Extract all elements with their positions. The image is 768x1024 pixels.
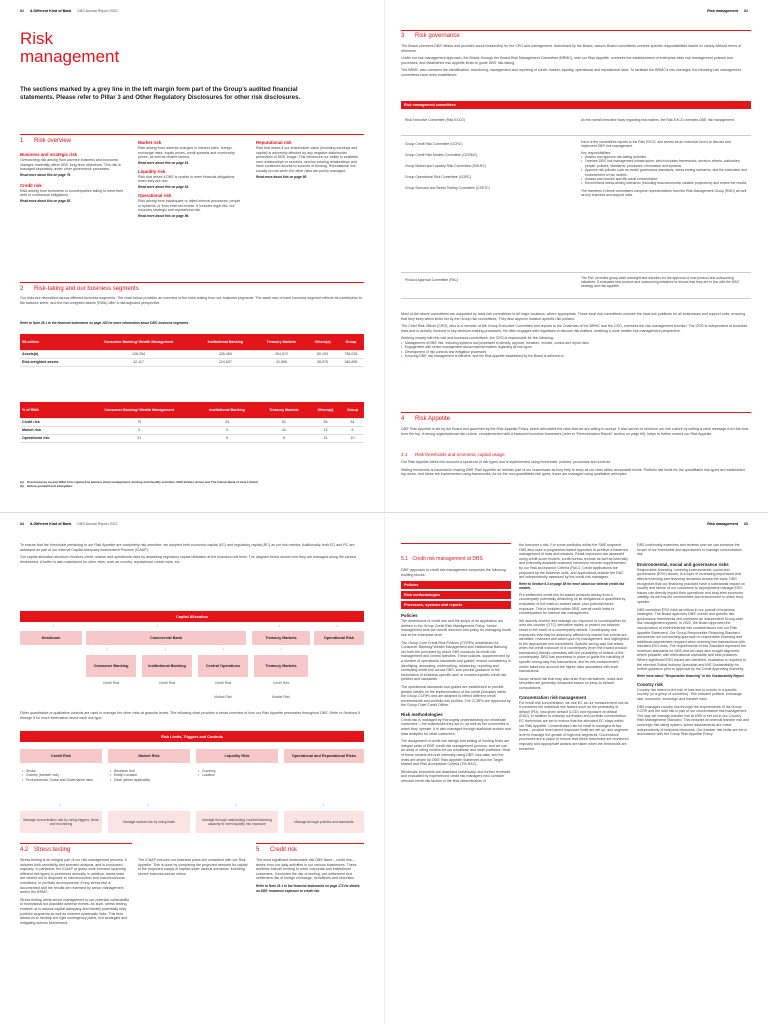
list-item: • Environmental, Social and Governance risks	[22, 778, 102, 782]
list-item: • Location	[198, 773, 278, 777]
table-cell: 21	[82, 434, 196, 442]
paragraph: Stress testing alerts senior management to our potential vulnerability to exceptional but plausible adverse events. As such, stress testing enables us to assess capital adequacy and identify potentially risky portfolio segments as well as inherent systematic risks. This then allows us to develop the right contingency plans, exit strategies and mitigating actions beforehand.	[20, 897, 130, 925]
risk-control-box: Manage through policies and standards	[284, 811, 364, 833]
pac-description: The PAC provides group-wide oversight and direction for the approval of new product and outsourcing initiatives. It evaluates new product and outsourcing initiatives to ensure that they are in line with the DBS’ strategy and risk appetite.	[581, 276, 740, 288]
table-cell: Credit risk	[20, 418, 82, 426]
table-cell: Operational risk	[20, 434, 82, 442]
table-header: Others(a)	[307, 334, 338, 350]
section-title: Credit risk	[270, 847, 298, 853]
table-cell: 738,026	[338, 350, 364, 358]
reputational-risk-body: Risk that arises if our shareholder value (including earnings and capital) is adversely affected by any negative stakeholder perception of DBS’ image. This influences our ability to establish new relationships or services, service existing relationships and have continued access to sources of funding. Reputational risk usually occurs when the other risks are poorly managed.	[256, 146, 359, 173]
list-item: • Recommend stress-testing scenarios (including macroeconomic variable projections) and review the results	[581, 181, 747, 185]
risk-limits-intro: Other quantitative or qualitative controls are used to manage the other risks at granular levels. The following chart provides a broad overview of how our Risk Appetite permeates throughout DBS. Refer to Sections 5 through 9 for more information about each risk type.	[20, 711, 361, 720]
section-number: 3	[401, 33, 405, 39]
page-reference: Refer to Section 6.3 on page 88 for more about our internal credit risk models.	[519, 581, 625, 590]
section-divider	[20, 282, 364, 283]
page-84	[0, 513, 384, 1024]
policies-title: Policies	[401, 613, 418, 619]
paragraph: The operational standards and guides are established to provide greater details on the implementation of the credit principles within the Group CCRPs and are adapted to reflect different credit environments and portfolio risk profiles. The CCRPs are approved by the Group Chief Credit Officer.	[401, 684, 511, 708]
paragraph: The dimensions of credit risk and the scope of its application are defined in the Group Credit Risk Management Policy. Senior management sets the overall direction and policy for managing credit risk at the enterprise level.	[401, 619, 511, 637]
page-title	[20, 30, 119, 66]
section-divider	[20, 843, 132, 844]
arrow-down-icon: ↓	[222, 646, 224, 651]
risk-column-title: Credit Risk	[20, 749, 102, 763]
list-item: • Assess and approve risk-taking activities	[581, 155, 747, 159]
list-item: • Approve risk policies such as model governance standards, stress testing scenarios, and the evaluation and endorsement of risk models	[581, 168, 747, 177]
committee-item: Group Market and Liquidity Risk Committee (GMLRC)	[405, 164, 487, 168]
list-item: • Country (transfer risk)	[22, 773, 102, 777]
arrow-down-icon: ↓	[59, 802, 61, 807]
paragraph: Working closely with the risk and business committees, the CRO is responsible for the following:	[401, 336, 554, 341]
section-4-heading	[401, 416, 450, 422]
row-divider	[401, 272, 751, 273]
section-label: Risk management	[707, 9, 738, 13]
table-cell: 52	[258, 418, 310, 426]
risk-control-box: Manage market risk by using limits	[108, 811, 190, 833]
committee-item: Group Credit Risk Models Committee (GCRMC)	[405, 153, 478, 157]
risk-overview-col-1	[20, 152, 126, 203]
operational-risk-body: Risk arising from inadequate or failed internal processes, people or systems, or from external events. It includes legal risk, but excludes strategic and reputational risk.	[138, 198, 241, 213]
footnote-marker: (a)	[20, 480, 24, 484]
paragraph: Our Risk Appetite takes into account a spectrum of risk types and is implemented using thresholds, policies, processes and controls.	[401, 460, 612, 464]
table-row	[20, 418, 364, 426]
risk-control-box: Manage concentration risk by using triggers, limits and monitoring	[20, 811, 102, 833]
credit-risk-dimensions	[22, 769, 102, 782]
paragraph: DBS’ approach to credit risk management comprises the following building blocks:	[401, 568, 506, 577]
liquidity-risk-body: Risk that arises if DBS is unable to meet financial obligations when they are due.	[138, 174, 235, 184]
paragraph: Stress testing is an integral part of our risk management process. It includes both sensitivity and scenario analysis, and is conducted regularly. In particular, the ICAAP (a group-wide exercise spanning different risk types) is performed annually. In addition, stress tests are carried out in response to microeconomic and macroeconomic conditions, or portfolio developments. Every stress test is documented and the results are reviewed by senior management and/or the BRMC.	[20, 858, 127, 895]
section-4-1-heading	[401, 452, 505, 457]
table-cell: 10	[341, 434, 364, 442]
paragraph: The Group Core Credit Risk Policies (CCRPs) established for Consumer Banking/ Wealth Management and Institutional Banking set forth the principles by which DBS conducts its credit risk management and control activities. These policies, supplemented by a number of operational standards and guides, ensure consistency in identifying, assessing, underwriting, measuring, reporting and controlling credit risk across DBS, and provide guidance in the formulation of business-specific and/ or location-specific credit risk policies and standards.	[401, 640, 511, 682]
table-cell: Risk-weighted assets	[20, 358, 82, 366]
risk-type-label: Market Risk	[214, 695, 232, 699]
table-header: Group	[341, 402, 364, 418]
section-number: 5.1	[401, 556, 408, 562]
arrow-down-icon: ↓	[322, 802, 324, 807]
section-divider	[20, 134, 364, 135]
unit-box: Consumer Banking	[86, 655, 136, 677]
table-cell: 0	[82, 426, 196, 434]
liquidity-risk-dimensions	[198, 769, 278, 778]
committee-responsibilities	[581, 140, 747, 197]
liquidity-risk-title: Liquidity risk	[138, 168, 166, 174]
paragraph: We actively monitor and manage our exposure to counterparties for over-the-counter (OTC) derivative trades to protect our balance sheet in the event of a counterparty default. Counterparty risk exposures that may be adversely affected by market risk events are identified, reviewed and acted upon by management, and highlighted to the appropriate risk committees. Specific wrong-way risk arises when the credit exposure of a counterparty (from the traded product transaction) directly correlates with the probability of default of the counterparty. DBS has processes in place to guide the handling of specific wrong-way risk transactions, and its risk measurement metric takes into account the higher risks associated with such transactions.	[519, 618, 629, 674]
table-footnotes	[20, 480, 364, 488]
page-83	[384, 0, 768, 512]
paragraph: DBS considers ESG risks as critical in our pursuit of business strategies. The Board approves DBS’ overall and specific risk governance frameworks and oversees an independent Group-wide risk management system. In 2022, the Board approved the incorporation of environmental risk considerations into our Risk Appetite Statement. Our Group Responsible Financing Standard documents our overarching approach to responsible financing and additional assessment required when entering into transactions with elevated ESG risks. The requirements of this Standard represent the minimum standards for DBS and we have also sought alignment, where possible, with international standards and best practices. Where significant ESG issues are identified, escalation is required to the relevant Global Industry Specialist and IBG Sustainability for further guidance prior to approval by the Credit Approving Authority.	[637, 607, 747, 672]
paragraph: The Board oversees DBS’ affairs and provides sound leadership for the CEO and management. Authorised by the Board, various Board committees oversee specific responsibilities based on clearly defined terms of reference.	[401, 44, 742, 53]
page-85	[384, 513, 768, 1024]
risk-type-label: Credit Risk	[158, 681, 176, 685]
paragraph: The ICAAP ensures our business plans are consistent with our Risk Appetite. This is done by comparing the projected demand for capital to the projected supply of capital under various scenarios, including severe macroeconomic stress.	[138, 858, 248, 876]
section-4-1-body	[401, 460, 751, 477]
section-title: Risk thresholds and economic capital usage	[415, 452, 505, 457]
market-risk-body: Risk arising from adverse changes in interest rates, foreign exchange rates, equity prices, credit spreads and commodity prices, as well as related factors.	[138, 146, 235, 160]
paragraph: DBS manages country risk through the requirements of the Group CCRP and the said risk is part of our concentration risk management. The way we manage transfer risk at DBS is set out in our Country Risk Management Standard. This includes an internal transfer risk and sovereign risk rating system, where assessments are made independently of business decisions. Our transfer risk limits are set in accordance with the Group Risk Appetite Policy.	[637, 704, 749, 737]
business-strategic-risk-title: Business and strategic risk	[20, 152, 78, 157]
pac-name: Product Approval Committee (PAC)	[405, 278, 459, 282]
page-reference: Read more about this on page 96.	[138, 213, 190, 218]
table-cell: 346,895	[338, 358, 364, 366]
arrow-down-icon: ↓	[147, 802, 149, 807]
paragraph: Responsible financing, covering environmental, social and governance (ESG) issues, is a topic of increasing importance that affects investing and financing decisions across the bank. DBS recognises that our financing practices have a substantial impact on society and failure of our customers to appropriately manage ESG issues can directly impact their operations and long-term economic viability, as well as the communities and environment in which they operate.	[637, 567, 745, 604]
assets-rwa-table	[20, 334, 364, 367]
treasury-markets-box: Treasury Markets	[252, 631, 310, 645]
risk-exco-description: As the overall executive body regarding risk matters, the Risk EXCO oversees DBS’ risk management.	[581, 118, 735, 122]
page-reference: Read more about this on page 91.	[138, 160, 190, 165]
table-cell: 13	[310, 426, 341, 434]
risk-exco-name: Risk Executive Committee (Risk EXCO)	[405, 118, 465, 122]
row-divider	[401, 135, 751, 136]
section-1-heading	[20, 138, 71, 144]
table-cell: 5	[196, 434, 257, 442]
list-item: • Ensuring DBS’ risk management is effective, and the Risk Appetite established by the Board is adhered to	[401, 354, 751, 358]
market-risk-dimensions	[110, 769, 190, 782]
committee-item: Group Credit Risk Committee (GCRC)	[405, 142, 463, 146]
list-item: • Engagement with senior management about material matters regarding all risk types	[401, 345, 751, 349]
section-5-heading	[256, 847, 297, 853]
section-title: Stress testing	[34, 847, 71, 853]
page-reference: Refer more about “Responsible financing” in the Sustainability Report.	[637, 673, 745, 678]
table-cell: 42	[258, 426, 310, 434]
section-title: Risk overview	[34, 138, 72, 144]
table-header-row	[20, 402, 364, 418]
section-divider	[401, 30, 751, 31]
page-header	[20, 519, 364, 529]
building-block: Risk methodologies	[401, 591, 511, 599]
list-item: • Currency	[198, 769, 278, 773]
arrow-down-icon: ↓	[280, 646, 282, 651]
table-cell: 84	[341, 418, 364, 426]
risk-type-label: Credit Risk	[272, 681, 290, 685]
business-strategic-risk-body: Overarching risk arising from adverse business and economic changes materially affect DBS’ long-term objectives. This risk is managed separately under other governance processes.	[20, 158, 121, 172]
page-header	[405, 519, 748, 529]
arrow-down-icon: ↓	[52, 623, 54, 628]
risk-type-label: Credit Risk	[102, 681, 120, 685]
table-cell: 126,394	[82, 350, 195, 358]
table-cell: 79	[82, 418, 196, 426]
paragraph: The BRMC also oversees the identification, monitoring, management and reporting of credit, market, liquidity, operational and reputational risks. To facilitate the BRMC’s risk oversight, the following risk management committees have been established.	[401, 68, 741, 77]
brand-tagline: A Different Kind of Bank	[30, 522, 72, 526]
paragraph: Issuer default risk that may also arise from derivatives, notes and securities are generally measured based on jump-to-default computations.	[519, 676, 623, 691]
page-number: 82	[20, 9, 24, 13]
paragraph: Most of the above committees are supported by local risk committees in all major locations, where appropriate. These local risk committees oversee the local risk positions for all businesses and support units, ensuring that they keep within limits set by the Group risk committees. They also approve location-specific risk policies.	[401, 312, 746, 321]
risk-methodologies-title: Risk methodologies	[401, 711, 443, 717]
list-item: • Desk (where applicable)	[110, 778, 190, 782]
page-reference: Read more about this on page 93.	[138, 184, 190, 189]
paragraph: To ensure that the thresholds pertaining to our Risk Appetite are completely risk-sensitive, we adopted both economic capital (EC) and regulatory capital (RC) as our risk metrics. Additionally, both EC and RC are assessed as part of our Internal Capital Adequacy Assessment Process (ICAAP).	[20, 543, 355, 552]
table-header: Institutional Banking	[196, 402, 257, 418]
table-cell: 6	[341, 426, 364, 434]
arrow-down-icon: ↓	[235, 802, 237, 807]
paragraph: Wholesale borrowers are assessed individually, and further reviewed and evaluated by experienced credit risk managers who consider relevant credit risk factors in the final determination of	[401, 769, 511, 783]
responsibilities-list	[581, 155, 747, 186]
committee-list	[405, 142, 565, 197]
paragraph: The most significant measurable risk DBS faces – credit risk – arises from our daily activities in our various businesses. These activities include lending to retail, corporate and institutional customers. It includes the risk of lending, pre-settlement and settlement risk of foreign exchange, derivatives and securities.	[256, 858, 357, 881]
brand-tagline: A Different Kind of Bank	[30, 9, 72, 13]
table-header: Group	[338, 334, 364, 350]
risk-control-box: Manage through maintaining counterbalancing capacity to meet liquidity risk exposure	[196, 811, 278, 833]
section-4-body: DBS’ Risk Appetite is set by the Board and governed by the Risk Appetite Policy, which articulates the risks that we are willing to accept. It also serves to reinforce our risk culture by setting a clear message from the tone from the top. A strong organisational risk culture, complemented with a balanced incentive framework (refer to “Remuneration Report” section on page 69), helps to further embed our Risk Appetite.	[401, 427, 749, 436]
unit-box: Institutional Banking	[142, 655, 192, 677]
section-number: 4.1	[401, 452, 408, 457]
list-item: • Oversee DBS’ risk management infrastructure, which includes frameworks, decision criteria, authorities, people, policies, standards, processes, information and systems	[581, 159, 747, 168]
table-header: Treasury Markets	[256, 334, 308, 350]
page-reference: Read more about this on page 98.	[256, 174, 308, 179]
commercial-bank-box: Commercial Bank	[86, 631, 246, 645]
table-cell: Assets(b)	[20, 350, 82, 358]
table-header: Consumer Banking/ Wealth Management	[82, 334, 195, 350]
credit-risk-body	[256, 858, 364, 893]
table-cell: 80,193	[307, 350, 338, 358]
arrow-down-icon: ↓	[106, 646, 108, 651]
arrow-down-icon: ↓	[278, 623, 280, 628]
table-header: Consumer Banking/ Wealth Management	[82, 402, 196, 418]
building-block: Policies	[401, 581, 511, 589]
list-item: • Sector	[22, 769, 102, 773]
concentration-risk-title: Concentration risk management	[519, 694, 587, 700]
risk-limits-header: Risk Limits, Triggers and Controls	[20, 731, 364, 742]
section-3-heading	[401, 33, 460, 39]
paragraph: Our capital allocation structure monitors credit, market and operational risks by assessing regulatory capital utilisation at the business unit level. The diagram below shows how they are managed along the various dimensions. A buffer is also maintained for other risks, such as country, reputational, model risks, etc.	[20, 555, 357, 564]
paragraph: DBS continually examines and reviews how we can enhance the scope of our thresholds and approaches to manage concentration risk.	[637, 543, 742, 557]
section-2-reference: Refer to Note 45.1 to the financial statements on page 185 for more information about DBS’ business segments.	[20, 321, 190, 325]
table-row	[20, 350, 364, 358]
footnote-text: Before goodwill and intangibles	[27, 484, 73, 488]
list-item: • Management of DBS’ risk, including systems and processes to identify, approve, measure, monitor, control and report risks	[401, 341, 751, 345]
risk-overview-col-3	[256, 140, 364, 179]
table-cell: 6	[258, 434, 310, 442]
risk-column-title: Market Risk	[108, 749, 190, 763]
spread-84-85	[0, 512, 768, 1024]
paragraph: For credit risk concentration, we use EC as our measurement tool as it combines the individual risk factors such as the probability of default (PD), loss given default (LGD) and exposure at default (EAD), in addition to industry correlation and portfolio concentration. EC thresholds are set to ensure that the allocated EC stays within our Risk Appetite. Concentration risk for retail is managed at two levels – product level where exposure limits are set up, and segment level to manage the growth of high-risk segments. Governance processes are in place to ensure that these thresholds are monitored regularly and appropriate actions are taken when the thresholds are breached.	[519, 700, 629, 751]
paragraph: The Chief Risk Officer (CRO), who is a member of the Group Executive Committee and reports to the Chairman of the BRMC and the CEO, oversees the risk management function. The CRO is independent of business lines and is actively involved in key decision-making processes. He often engages with regulators to discuss risk matters, enabling a more holistic risk management perspective.	[401, 324, 748, 333]
table-cell: 31	[310, 434, 341, 442]
committee-description: Each of the committees reports to the Risk EXCO, and serves as an executive forum to discuss and implement DBS’ risk management.	[581, 140, 731, 148]
table-cell: 326,469	[195, 350, 256, 358]
risk-column-title: Operational and Reputational Risks	[284, 749, 364, 763]
committees-table-header: Risk management committees	[401, 101, 751, 109]
building-block: Processes, systems and reports	[401, 601, 511, 609]
title-line-2: management	[20, 47, 120, 66]
table-cell: 93	[196, 418, 257, 426]
market-risk-title: Market risk	[138, 140, 162, 145]
table-cell: 204,972	[256, 350, 308, 358]
table-cell: 0	[196, 426, 257, 434]
table-row	[20, 358, 364, 366]
row-divider	[401, 298, 751, 299]
list-item: • Assess and monitor specific credit concentration	[581, 177, 747, 181]
table-header: Institutional Banking	[195, 334, 256, 350]
unit-box: Central Operations	[198, 655, 248, 677]
section-number: 5	[256, 847, 260, 853]
operational-risk-box: Operational Risk	[314, 631, 364, 645]
committee-item: Group Operational Risk Committee (GORC)	[405, 175, 472, 179]
intro-statement: The sections marked by a grey line in the left margin form part of the Group’s audited financial statements. Please refer to Pillar 3 and Other Regulatory Disclosures for other risk disclosures.	[20, 86, 301, 101]
list-item: • Development of risk controls and mitigation processes	[401, 350, 751, 354]
table-cell: 56	[310, 418, 341, 426]
risk-overview-col-2	[138, 140, 242, 218]
section-2-heading	[20, 286, 139, 292]
committee-item: Group Scenario and Stress Testing Committee (GSSTC)	[405, 186, 490, 190]
section-title: Risk Appetite	[415, 416, 451, 422]
risk-column-title: Liquidity Risk	[196, 749, 278, 763]
page-number: 85	[744, 522, 748, 526]
table-row	[20, 434, 364, 442]
page-reference: Read more about this on page 85.	[20, 198, 72, 203]
section-number: 4	[401, 416, 405, 422]
section-title: Risk-taking and our business segments	[34, 286, 139, 292]
arrow-down-icon: ↓	[336, 623, 338, 628]
paragraph: Pre-settlement credit risk for traded products arising from a counterparty potentially defaulting on its obligations is quantified by evaluation of the mark-to-market value, plus potential future exposure. This is included within DBS’ overall credit limits to counterparties for internal risk management.	[519, 592, 626, 616]
table-header: S$ million	[20, 334, 82, 350]
section-3-body	[401, 44, 751, 78]
list-item: • Business Unit	[110, 769, 190, 773]
cro-responsibilities-list	[401, 341, 751, 359]
esg-risks-title: Environmental, social and governance risks	[637, 561, 729, 567]
arrow-down-icon: ↓	[164, 646, 166, 651]
governance-text	[401, 312, 751, 359]
paragraph: Under our risk management approach, the Board, through the Board Risk Management Committee (BRMC), sets our Risk Appetite, oversees the establishment of enterprise-wide risk management policies and processes, and establishes risk appetite limits to guide DBS’ risk-taking.	[401, 56, 733, 65]
table-cell: 41,566	[256, 358, 308, 366]
arrow-down-icon: ↓	[156, 623, 158, 628]
list-item: • Entity/ Location	[110, 773, 190, 777]
section-title: Risk governance	[415, 33, 460, 39]
page-header	[405, 6, 748, 16]
capital-allocation-header: Capital Allocation	[20, 611, 364, 622]
footnote-text: Encompasses assets/ RWA from capital and balance sheet management, funding and liquidity activities, DBS Vickers Group and The Islamic Bank of Asia Limited	[27, 480, 258, 484]
rwa-percentage-table	[20, 402, 364, 443]
country-risk-title: Country risk	[637, 681, 663, 687]
section-5-1-heading	[401, 543, 511, 565]
section-title: Credit risk management at DBS	[412, 556, 483, 562]
title-line-1: Risk	[20, 29, 54, 48]
table-cell: Market risk	[20, 426, 82, 434]
page-85-col-2	[519, 543, 629, 751]
table-header: Treasury Markets	[258, 402, 310, 418]
page-reference: Read more about this on page 79.	[20, 172, 72, 177]
table-row	[20, 426, 364, 434]
paragraph: the borrower’s risk. For some portfolios within the SME segment, DBS also uses a programme-based approach to achieve a balanced management of risks and rewards. Retail exposures are assessed using credit score models, credit bureau records as well as internally and externally available customer behaviour records supplemented by our Risk Acceptance Criteria (RAC). Credit applications are proposed by the business units, and applications outside the RAC are independently assessed by the credit risk managers.	[519, 543, 628, 580]
table-cell: 42,117	[82, 358, 195, 366]
headroom-box: Headroom	[20, 631, 82, 645]
page-reference: Refer to Note 41.1 to the financial statements on page 172 for details on DBS’ maximum exposure to credit risk.	[256, 883, 360, 893]
paragraph: Country risk refers to the risk of loss due to events in a specific country (or a group of countries). This includes political, exchange rate, economic, sovereign and transfer risks.	[637, 687, 742, 702]
page-85-col-1	[401, 543, 511, 784]
section-2-body: Our risks are diversified across different business segments. The chart below provides an overview of the risks arising from our business segments. The asset size of each business segment reflects its contribution to the balance sheet, and the risk-weighted assets (RWA) offer a risk-adjusted perspective.	[20, 296, 362, 305]
table-header: Others(a)	[310, 402, 341, 418]
table-cell: 224,637	[195, 358, 256, 366]
building-blocks	[401, 581, 511, 609]
table-cell: 38,575	[307, 358, 338, 366]
section-divider	[401, 412, 751, 413]
section-number: 1	[20, 138, 24, 144]
table-header: % of RWA	[20, 402, 82, 418]
page-number: 84	[20, 522, 24, 526]
report-name: DBS Annual Report 2022	[77, 9, 118, 13]
stress-testing-col-2	[138, 858, 248, 876]
footnote-b	[20, 484, 364, 488]
page-number: 83	[744, 9, 748, 13]
section-divider	[256, 843, 364, 844]
report-name: DBS Annual Report 2022	[77, 522, 118, 526]
paragraph: Credit risk is managed by thoroughly understanding our wholesale customers – the businesses they are in, as well as the economies in which they operate. It is also managed through statistical models and data analytics for retail customers.	[401, 717, 511, 736]
reputational-risk-title: Reputational risk	[256, 140, 292, 145]
paragraph: The assignment of credit risk ratings and setting of lending limits are integral parts of DBS’ credit risk management process, and we use an array of rating models for our wholesale and retail portfolios. Most of these models are built internally using DBS’ loss data, and the limits are driven by DBS’ Risk Appetite Statement and the Target Market and Risk Acceptance Criteria (TM-RAC).	[401, 739, 511, 767]
stress-testing-col-1	[20, 858, 130, 925]
paragraph: Setting thresholds is essential in making DBS’ Risk Appetite an intrinsic part of our businesses as they help to keep all our risks within acceptable levels. Portfolio risk limits for the quantifiable risk types are established top-down, and these are implemented using frameworks. As for the non-quantifiable risk types, these are managed using qualitative principles.	[401, 467, 745, 477]
risk-type-label: Credit Risk	[214, 681, 232, 685]
unit-box: Treasury Markets	[254, 655, 308, 677]
page-82	[0, 0, 384, 512]
page-header	[20, 6, 364, 16]
capital-intro	[20, 543, 364, 564]
page-85-col-3	[637, 543, 749, 737]
section-label: Risk management	[707, 522, 738, 526]
section-number: 4.2	[20, 847, 29, 853]
credit-risk-title: Credit risk	[20, 182, 42, 188]
footnote-marker: (b)	[20, 484, 24, 488]
operational-risk-title: Operational risk	[138, 192, 172, 198]
key-responsibilities-label: Key responsibilities:	[581, 151, 611, 155]
risk-type-label: Market Risk	[272, 695, 290, 699]
section-number: 2	[20, 286, 24, 292]
members-note: The members in these committees comprise representatives from the Risk Management Group (RMG) as well as key business and support units.	[581, 188, 747, 197]
section-4-2-heading	[20, 847, 70, 853]
table-header-row	[20, 334, 364, 350]
credit-risk-body: Risk arising from borrowers or counterparties failing to meet their debt or contractual obligations.	[20, 188, 124, 198]
